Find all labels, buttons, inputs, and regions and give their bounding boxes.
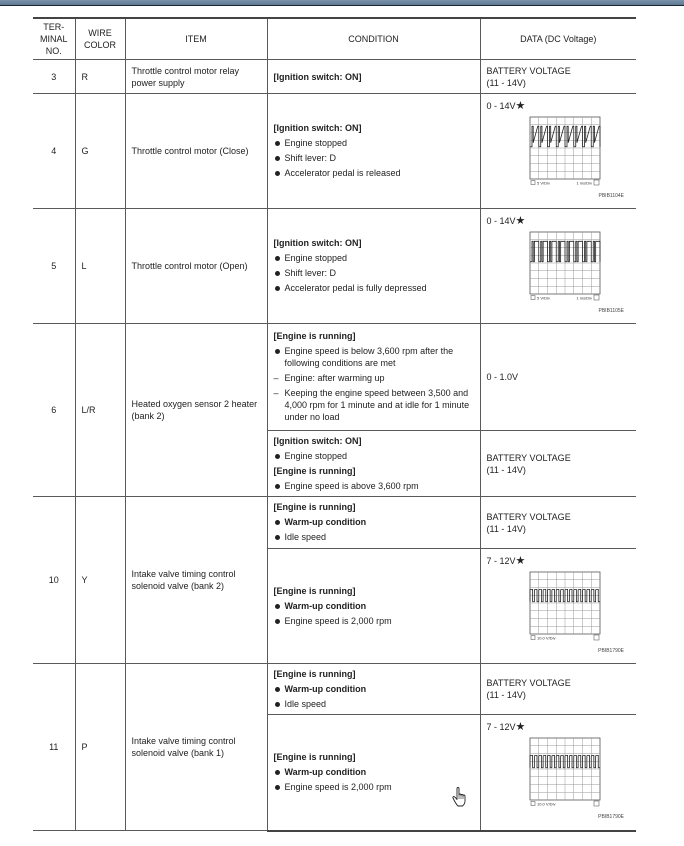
condition-bullet: Engine stopped xyxy=(274,137,474,149)
data-waveform-cell xyxy=(480,549,636,664)
voltage-range: 0 - 14V xyxy=(486,216,516,226)
condition xyxy=(267,715,480,831)
item: Throttle control motor (Open) xyxy=(125,209,267,324)
condition-bullet: Engine speed is 2,000 rpm xyxy=(274,781,474,793)
window-top-bar xyxy=(0,0,684,6)
wire-color: L xyxy=(75,209,125,324)
condition-title: [Engine is running] xyxy=(273,668,356,679)
condition-bullet: Engine stopped xyxy=(274,252,474,264)
scope-volts-per-div: 10.0 V/Div xyxy=(536,801,555,807)
condition-sub-item: – Engine: after warming up xyxy=(274,372,474,384)
data-waveform-cell xyxy=(480,715,636,831)
condition-bullet: Engine speed is 2,000 rpm xyxy=(274,615,474,627)
condition xyxy=(267,94,480,209)
terminal-spec-table xyxy=(33,17,636,832)
table-row xyxy=(33,94,636,209)
data-value: BATTERY VOLTAGE (11 - 14V) xyxy=(480,431,636,497)
condition-bullet: Shift lever: D xyxy=(274,267,474,279)
wire-color: G xyxy=(75,94,125,209)
data-waveform-cell xyxy=(480,94,636,209)
scope-ground-marker xyxy=(531,636,535,640)
data-waveform-cell xyxy=(480,209,636,324)
item: Throttle control motor (Close) xyxy=(125,94,267,209)
hand-pointer-icon xyxy=(452,787,468,807)
condition-bullet: Warm-up condition xyxy=(274,766,474,778)
item: Throttle control motor relay power supply xyxy=(125,60,267,94)
scope-trigger-box xyxy=(594,801,599,806)
table-row xyxy=(33,497,636,549)
condition-bullet: Warm-up condition xyxy=(274,683,474,695)
table-header-row xyxy=(33,18,636,60)
figure-id: PBIB1105E xyxy=(598,308,624,314)
scope-ground-marker xyxy=(531,181,535,185)
figure-id: PBIB1790E xyxy=(598,648,624,654)
header-wire-color: WIRE COLOR xyxy=(75,18,125,60)
oscilloscope-waveform xyxy=(529,737,601,809)
wire-color: L/R xyxy=(75,324,125,497)
scope-time-per-div: 1 ms/Div xyxy=(575,295,592,301)
voltage-range: 7 - 12V xyxy=(486,722,516,733)
condition xyxy=(267,497,480,549)
figure-id: PBIB1104E xyxy=(598,193,624,199)
condition-title: [Ignition switch: ON] xyxy=(273,238,362,248)
condition xyxy=(267,664,480,715)
star-icon: ★ xyxy=(515,555,526,567)
header-terminal-no: TER- MINAL NO. xyxy=(33,18,75,60)
condition-bullet: Shift lever: D xyxy=(274,152,474,164)
condition-bullet: Engine speed is below 3,600 rpm after the following conditions are met xyxy=(274,345,474,369)
scope-ground-marker xyxy=(531,296,535,300)
condition-title: [Engine is running] xyxy=(273,751,356,762)
scope-ground-marker xyxy=(531,802,535,806)
voltage-range: 7 - 12V xyxy=(486,556,516,566)
condition-title: [Engine is running] xyxy=(273,502,356,512)
condition-bullet: Idle speed xyxy=(274,531,474,543)
scope-volts-per-div: 10.0 V/Div xyxy=(536,635,555,641)
condition xyxy=(267,324,480,431)
star-icon: ★ xyxy=(515,100,526,112)
star-icon: ★ xyxy=(515,215,526,227)
data-value: BATTERY VOLTAGE (11 - 14V) xyxy=(480,497,636,549)
table-row xyxy=(33,324,636,431)
terminal-no: 5 xyxy=(33,209,75,324)
condition-bullet: Accelerator pedal is released xyxy=(274,167,474,179)
condition-title: [Engine is running] xyxy=(273,585,356,596)
condition-title: [Ignition switch: ON] xyxy=(273,123,362,133)
terminal-no: 10 xyxy=(33,497,75,664)
scope-volts-per-div: 5 V/Div xyxy=(536,295,550,301)
condition xyxy=(267,431,480,497)
terminal-no: 3 xyxy=(33,60,75,94)
wire-color: Y xyxy=(75,497,125,664)
condition-bullet: Warm-up condition xyxy=(274,516,474,528)
condition-title: [Ignition switch: ON] xyxy=(273,71,362,82)
condition-bullet: Engine speed is above 3,600 rpm xyxy=(274,480,474,492)
scope-trigger-box xyxy=(594,180,599,185)
header-condition: CONDITION xyxy=(267,18,480,60)
condition-title: [Ignition switch: ON] xyxy=(273,435,362,446)
condition-title: [Engine is running] xyxy=(273,465,356,476)
wire-color: R xyxy=(75,60,125,94)
item: Intake valve timing control solenoid valve (bank 1) xyxy=(125,664,267,831)
condition-bullet: Engine stopped xyxy=(274,450,474,462)
scope-time-per-div: 1 ms/Div xyxy=(575,180,592,186)
header-item: ITEM xyxy=(125,18,267,60)
header-data: DATA (DC Voltage) xyxy=(480,18,636,60)
figure-id: PBIB1790E xyxy=(598,814,624,821)
table-row xyxy=(33,209,636,324)
oscilloscope-waveform xyxy=(529,571,601,643)
item: Intake valve timing control solenoid valve (bank 2) xyxy=(125,497,267,664)
oscilloscope-waveform xyxy=(529,231,601,303)
terminal-no: 4 xyxy=(33,94,75,209)
condition-bullet: Accelerator pedal is fully depressed xyxy=(274,282,474,294)
condition-bullet: Warm-up condition xyxy=(274,600,474,612)
table-row xyxy=(33,60,636,94)
terminal-no: 6 xyxy=(33,324,75,497)
scope-volts-per-div: 5 V/Div xyxy=(536,180,550,186)
condition xyxy=(267,209,480,324)
oscilloscope-waveform xyxy=(529,116,601,188)
scope-trigger-box xyxy=(594,295,599,300)
scope-trigger-box xyxy=(594,635,599,640)
condition-bullet: Idle speed xyxy=(274,698,474,710)
data-value: BATTERY VOLTAGE (11 - 14V) xyxy=(480,60,636,94)
item: Heated oxygen sensor 2 heater (bank 2) xyxy=(125,324,267,497)
terminal-no: 11 xyxy=(33,664,75,831)
voltage-range: 0 - 14V xyxy=(486,101,516,111)
table-row xyxy=(33,664,636,715)
condition-sub-item: – Keeping the engine speed between 3,500 and 4,000 rpm for 1 minute and at idle for 1 minute under no load xyxy=(274,387,474,423)
condition-title: [Engine is running] xyxy=(273,331,356,341)
condition xyxy=(267,549,480,664)
wire-color: P xyxy=(75,664,125,831)
data-value: 0 - 1.0V xyxy=(480,324,636,431)
star-icon: ★ xyxy=(515,721,526,734)
data-value: BATTERY VOLTAGE (11 - 14V) xyxy=(480,664,636,715)
condition xyxy=(267,60,480,94)
